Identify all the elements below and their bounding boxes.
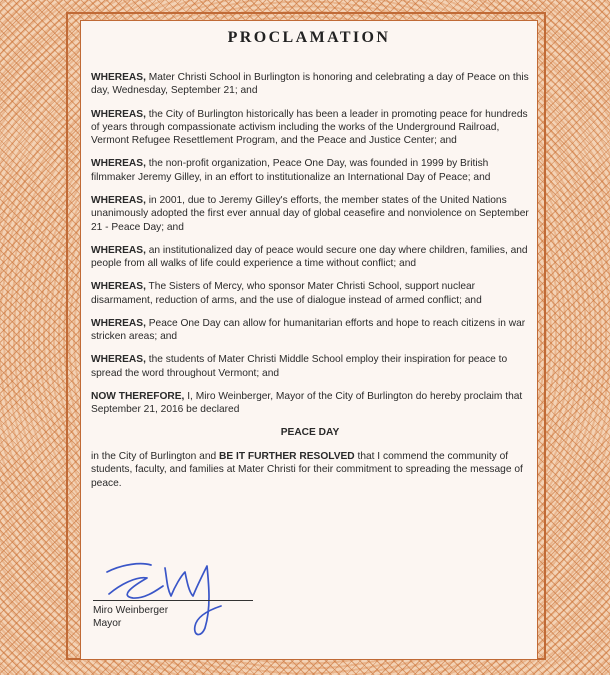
signer-block bbox=[93, 604, 168, 631]
signer-name: Miro Weinberger bbox=[93, 605, 169, 616]
signature-block bbox=[93, 546, 333, 646]
paragraph-5: WHEREAS, an institutionalized day of peace would secure one day where children, families, and people from all walks of life could experience a time without conflict; and bbox=[91, 244, 528, 270]
paragraph-4: WHEREAS, in 2001, due to Jeremy Gilley's efforts, the member states of the United Nations unanimously adopted the first ever annual day of global ceasefire and nonviolence on September 21 - Peace Day; and bbox=[91, 194, 529, 233]
peace-day-heading: PEACE DAY bbox=[280, 427, 340, 439]
paragraph-2: WHEREAS, the City of Burlington historically has been a leader in promoting peace for hundreds of years through compassionate activism including the works of the Underground Railroad, Vermont Refugee Resettlement Program, and the Peace and Justice Center; and bbox=[91, 108, 528, 147]
paragraph-3: WHEREAS, the non-profit organization, Peace One Day, was founded in 1999 by British filmmaker Jeremy Gilley, in an effort to institutionalize an International Day of Peace; and bbox=[91, 158, 491, 183]
paragraph-7: WHEREAS, Peace One Day can allow for humanitarian efforts and hope to reach citizens in war stricken areas; and bbox=[91, 317, 526, 343]
paragraph-1: WHEREAS, Mater Christi School in Burlington is honoring and celebrating a day of Peace on this day, Wednesday, September 21; and bbox=[91, 72, 529, 97]
signer-title: Mayor bbox=[93, 618, 122, 630]
document-panel bbox=[80, 20, 538, 660]
paragraph-closing: in the City of Burlington and BE IT FURTHER RESOLVED that I commend the community of students, faculty, and families at Mater Christi for their commitment to spreading the message of peace. bbox=[91, 450, 523, 489]
paragraph-8: WHEREAS, the students of Mater Christi Middle School employ their inspiration for peace to spread the word throughout Vermont; and bbox=[91, 354, 508, 379]
proclamation-body bbox=[91, 71, 529, 500]
page-title: PROCLAMATION bbox=[227, 29, 391, 46]
paragraph-6: WHEREAS, The Sisters of Mercy, who sponsor Mater Christi School, support nuclear disarmament, reduction of arms, and the use of dialogue instead of armed conflict; and bbox=[91, 281, 482, 306]
paragraph-proclaim: NOW THEREFORE, I, Miro Weinberger, Mayor of the City of Burlington do hereby proclaim that September 21, 2016 be declared bbox=[91, 390, 523, 416]
signature-line bbox=[93, 600, 253, 601]
